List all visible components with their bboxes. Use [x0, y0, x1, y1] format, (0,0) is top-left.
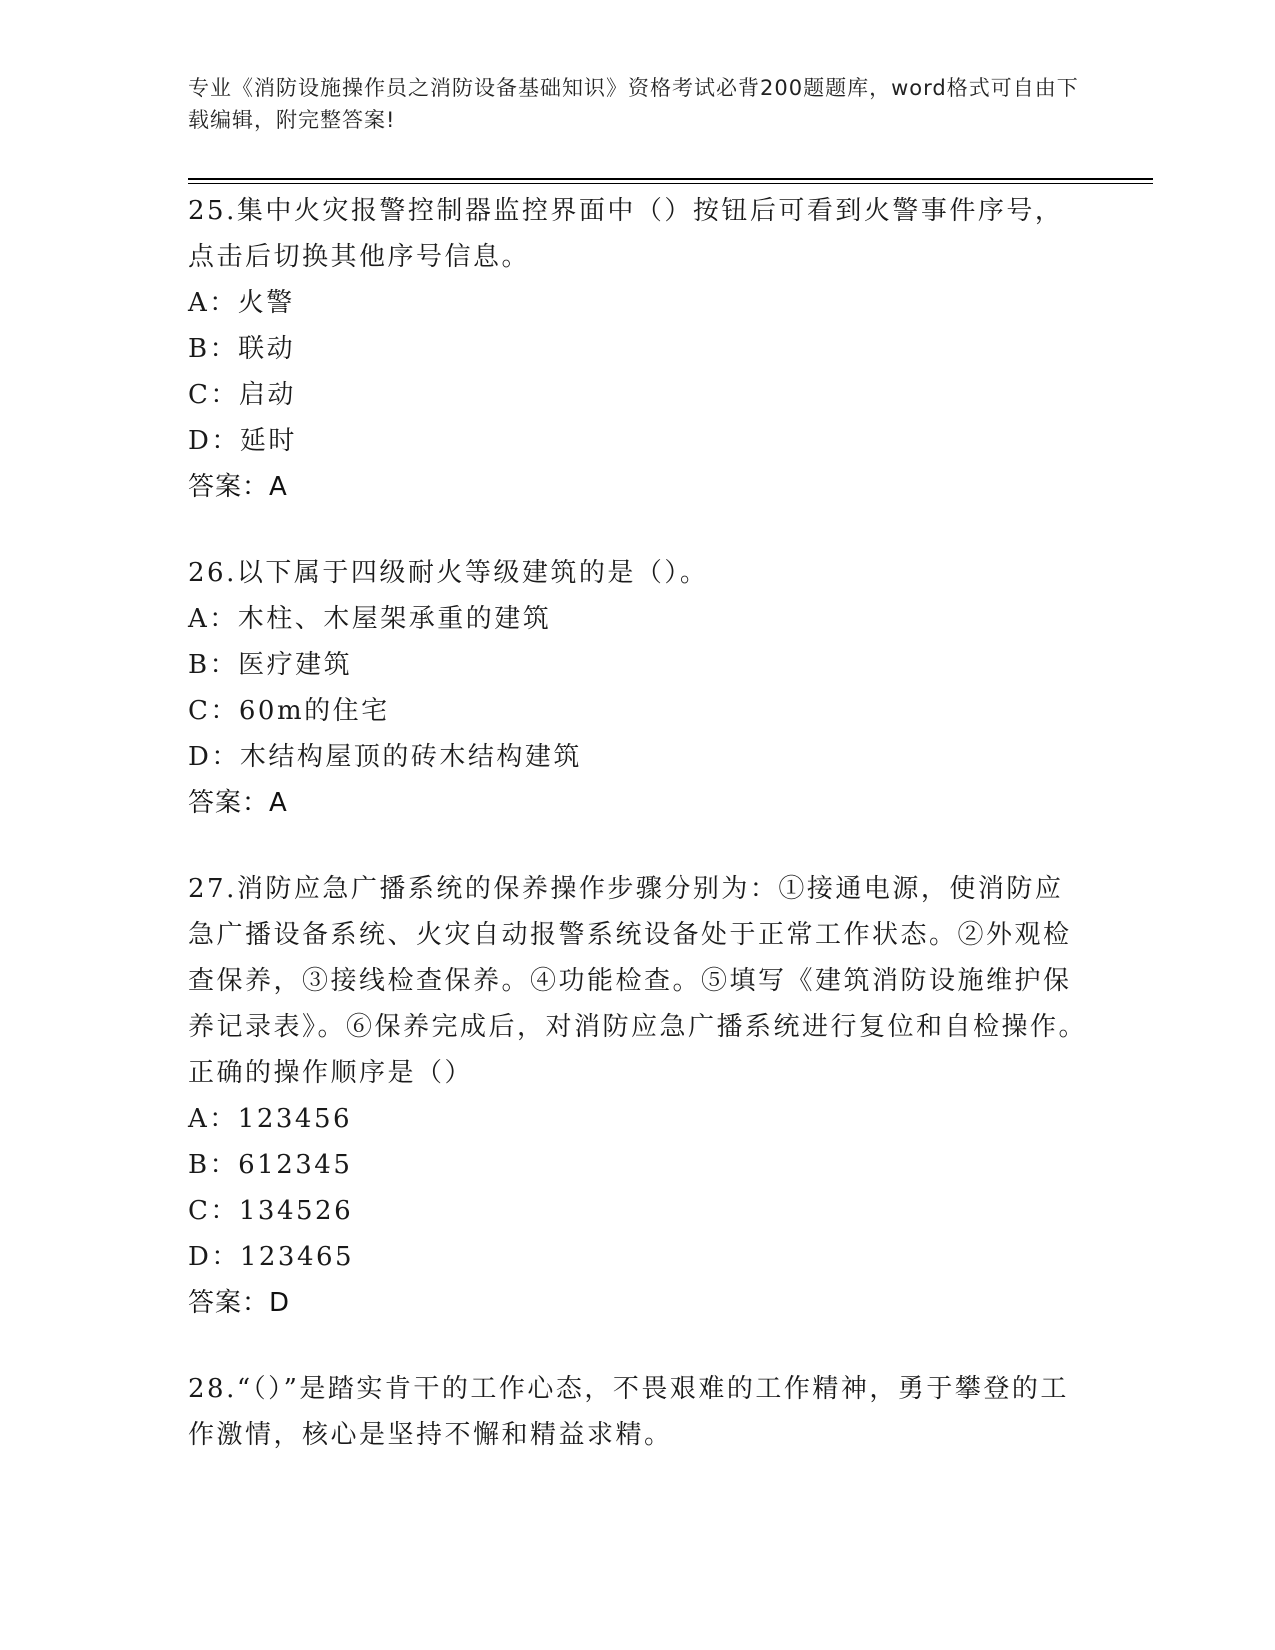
- question-stem: 28.“（）”是踏实肯干的工作心态，不畏艰难的工作精神，勇于攀登的工作激情，核心是坚持不懈和精益求精。: [188, 1374, 1069, 1450]
- option-b: B：612345: [188, 1150, 353, 1180]
- option-d: D：延时: [188, 426, 297, 456]
- answer-line: 答案：D: [188, 1288, 291, 1318]
- option-a: A：123456: [188, 1104, 353, 1134]
- document-intro: 专业《消防设施操作员之消防设备基础知识》资格考试必背200题题库，word格式可自由下载编辑，附完整答案!: [188, 76, 1079, 132]
- question-stem: 27.消防应急广播系统的保养操作步骤分别为：①接通电源，使消防应急广播设备系统、火灾自动报警系统设备处于正常工作状态。②外观检查保养，③接线检查保养。④功能检查。⑤填写《建筑消防设施维护保养记录表》。⑥保养完成后，对消防应急广播系统进行复位和自检操作。正确的操作顺序是（）: [188, 874, 1088, 1088]
- option-d: D：123465: [188, 1242, 355, 1272]
- option-a: A：火警: [188, 288, 295, 318]
- question-25: [188, 188, 1088, 510]
- option-c: C：60m的住宅: [188, 696, 390, 726]
- answer-line: 答案：A: [188, 788, 288, 818]
- header-divider-thin: [188, 183, 1153, 184]
- option-b: B：联动: [188, 334, 296, 364]
- header-divider-thick: [188, 178, 1153, 180]
- answer-line: 答案：A: [188, 472, 288, 502]
- question-27: [188, 866, 1088, 1326]
- question-stem: 25.集中火灾报警控制器监控界面中（）按钮后可看到火警事件序号，点击后切换其他序号信息。: [188, 196, 1064, 272]
- question-28: [188, 1366, 1088, 1458]
- option-d: D：木结构屋顶的砖木结构建筑: [188, 742, 582, 772]
- question-list: [188, 188, 1088, 1498]
- option-b: B：医疗建筑: [188, 650, 353, 680]
- option-c: C：启动: [188, 380, 296, 410]
- question-26: [188, 550, 1088, 826]
- option-a: A：木柱、木屋架承重的建筑: [188, 604, 552, 634]
- option-c: C：134526: [188, 1196, 354, 1226]
- question-stem: 26.以下属于四级耐火等级建筑的是（）。: [188, 558, 709, 588]
